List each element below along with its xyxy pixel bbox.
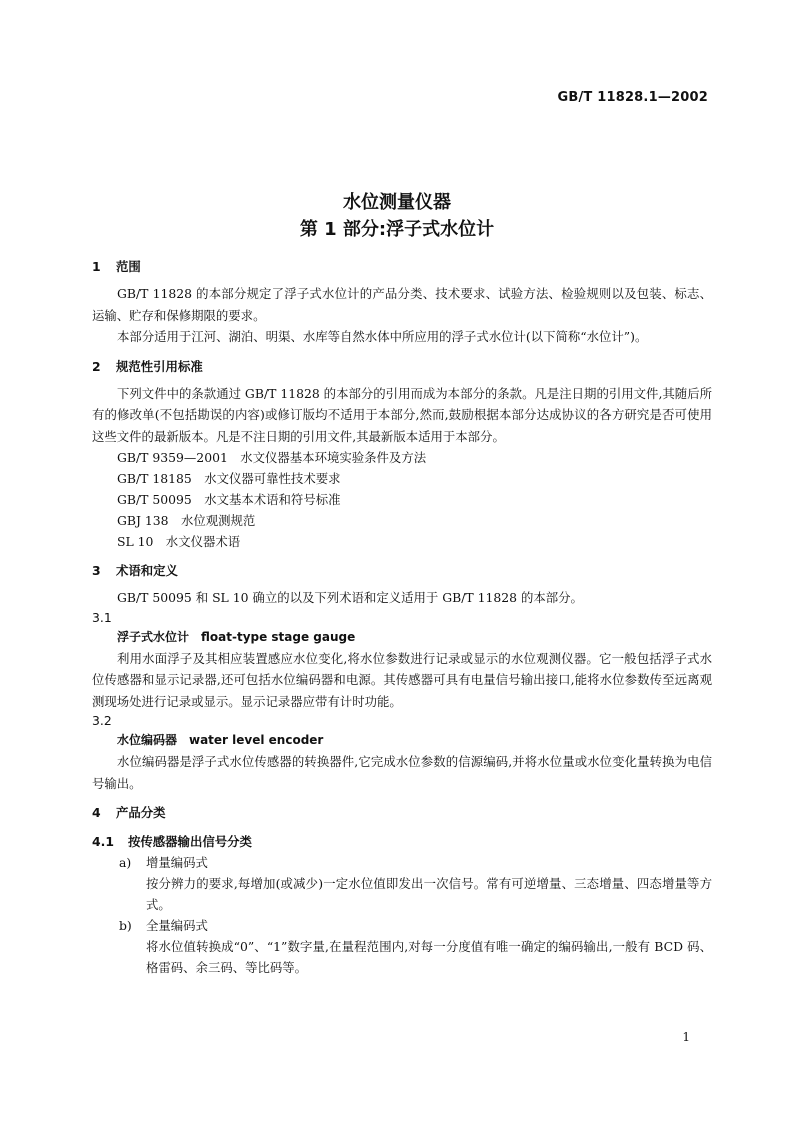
section-number: 3 xyxy=(92,563,101,578)
paragraph: GB/T 11828 的本部分规定了浮子式水位计的产品分类、技术要求、试验方法、检验规则以及包装、标志、运输、贮存和保修期限的要求。 xyxy=(92,286,712,323)
section-number: 2 xyxy=(92,358,101,374)
subsection-title: 按传感器输出信号分类 xyxy=(128,834,252,849)
document-title xyxy=(0,190,794,244)
term-entry: 浮子式水位计 float-type stage gauge xyxy=(117,629,356,644)
subsection-4-1-heading xyxy=(92,832,712,852)
standard-code: GB/T 11828.1—2002 xyxy=(557,90,708,105)
list-item-body: 将水位值转换成“0”、“1”数字量,在量程范围内,对每一分度值有唯一确定的编码输出,一般有 BCD 码、格雷码、余三码、等比码等。 xyxy=(146,939,712,975)
reference-item: GB/T 50095 水文基本术语和符号标准 xyxy=(117,492,341,507)
reference-item: SL 10 水文仪器术语 xyxy=(117,534,241,549)
paragraph: GB/T 50095 和 SL 10 确立的以及下列术语和定义适用于 GB/T 11828 的本部分。 xyxy=(117,590,583,605)
section-2-heading xyxy=(92,357,712,377)
list-item-label: 增量编码式 xyxy=(146,855,208,870)
page-number: 1 xyxy=(682,1030,690,1044)
reference-item: GB/T 9359—2001 水文仪器基本环境实验条件及方法 xyxy=(117,450,427,465)
section-4-heading xyxy=(92,803,712,823)
section-number: 1 xyxy=(92,259,101,274)
section-number: 4 xyxy=(92,805,101,820)
clause-number: 3.1 xyxy=(92,609,112,625)
term-entry: 水位编码器 water level encoder xyxy=(117,733,324,747)
document-body xyxy=(92,257,712,978)
list-item-label: 全量编码式 xyxy=(146,918,208,933)
paragraph: 本部分适用于江河、湖泊、明渠、水库等自然水体中所应用的浮子式水位计(以下简称“水位计”)。 xyxy=(117,329,648,344)
section-title: 规范性引用标准 xyxy=(116,358,203,374)
section-title: 术语和定义 xyxy=(116,563,178,578)
term-definition: 水位编码器是浮子式水位传感器的转换器件,它完成水位参数的信源编码,并将水位量或水位变化量转换为电信号输出。 xyxy=(92,754,712,791)
list-marker: b) xyxy=(119,918,132,933)
reference-item: GBJ 138 水位观测规范 xyxy=(117,513,256,528)
term-definition: 利用水面浮子及其相应装置感应水位变化,将水位参数进行记录或显示的水位观测仪器。它一般包括浮子式水位传感器和显示记录器,还可包括水位编码器和电源。其传感器可具有电量信号输出接口,能将水位参数传至远离观测现场处进行记录或显示。显示记录器应带有计时功能。 xyxy=(92,650,712,709)
paragraph: 下列文件中的条款通过 GB/T 11828 的本部分的引用而成为本部分的条款。凡是注日期的引用文件,其随后所有的修改单(不包括勘误的内容)或修订版均不适用于本部分,然而,鼓励根据本部分达成协议的各方研究是否可使用这些文件的最新版本。凡是不注日期的引用文件,其最新版本适用于本部分。 xyxy=(92,385,712,444)
list-item xyxy=(92,915,712,936)
reference-item: GB/T 18185 水文仪器可靠性技术要求 xyxy=(117,471,341,486)
title-sub: 第 1 部分:浮子式水位计 xyxy=(299,219,495,240)
subsection-number: 4.1 xyxy=(92,834,114,849)
section-title: 范围 xyxy=(116,259,141,274)
title-main: 水位测量仪器 xyxy=(343,192,451,213)
list-item xyxy=(92,852,712,873)
section-3-heading xyxy=(92,561,712,581)
section-1-heading xyxy=(92,257,712,277)
clause-number: 3.2 xyxy=(92,713,112,728)
list-marker: a) xyxy=(119,855,132,870)
list-item-body: 按分辨力的要求,每增加(或减少)一定水位值即发出一次信号。常有可逆增量、三态增量、四态增量等方式。 xyxy=(146,876,712,912)
section-title: 产品分类 xyxy=(116,805,166,820)
